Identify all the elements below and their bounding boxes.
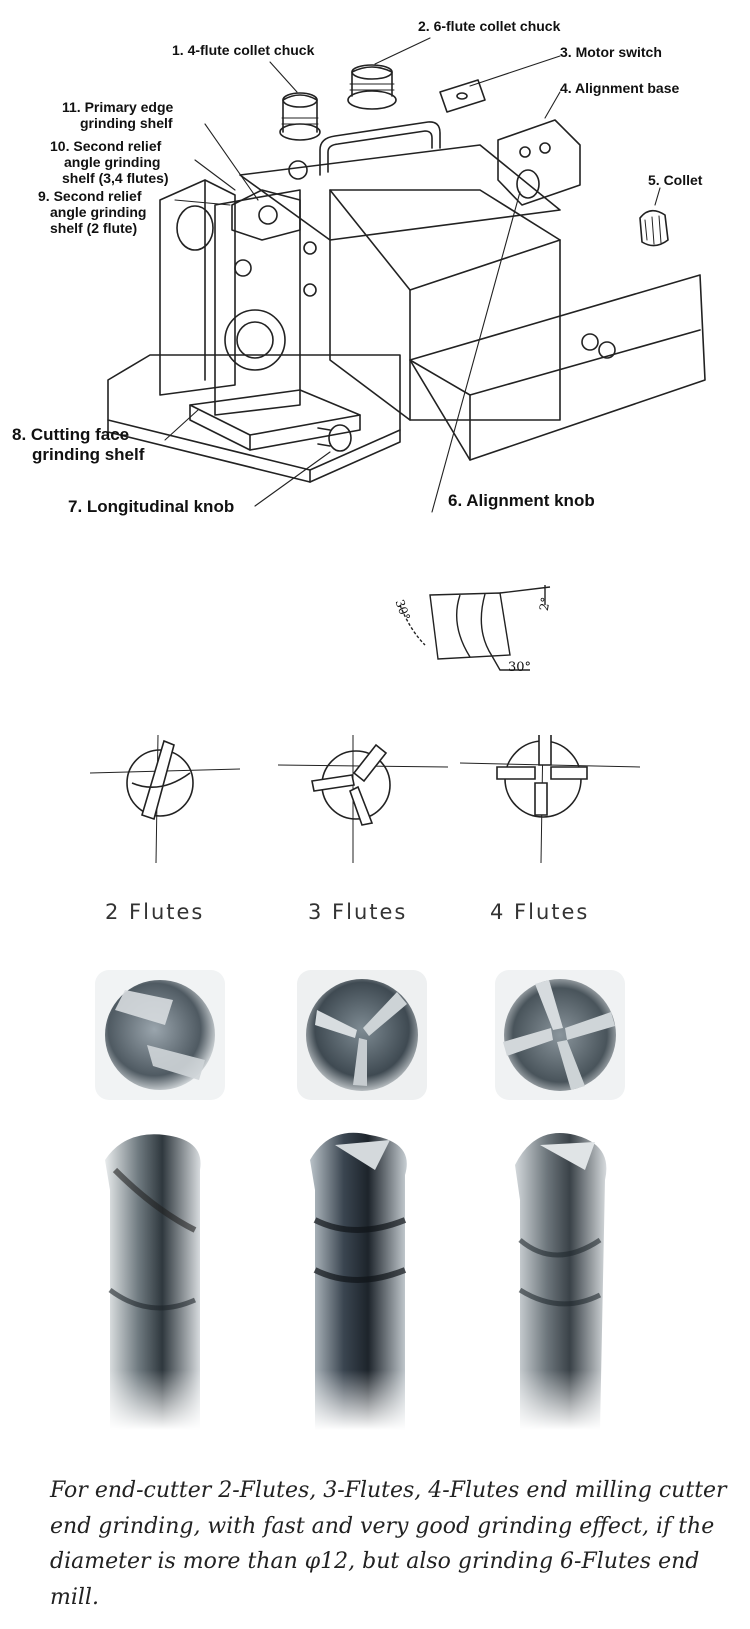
flute-label-3: 3 Flutes bbox=[308, 900, 408, 924]
description-caption: For end-cutter 2-Flutes, 3-Flutes, 4-Flutes end milling cutter end grinding, with fast and very good grinding effect, if the diameter is more than φ12, but also grinding 6-Flutes end mill. bbox=[50, 1478, 727, 1610]
flute-diagram-2 bbox=[70, 735, 260, 865]
side-view-photo-2-flute bbox=[95, 1130, 245, 1430]
machine-diagram bbox=[0, 0, 750, 560]
callout-primary-edge-line1: 11. Primary edge bbox=[62, 99, 174, 115]
flute-diagram-4 bbox=[455, 735, 645, 865]
end-mill-angle-diagram bbox=[380, 585, 590, 710]
callout-6-flute-collet-chuck: 2. 6-flute collet chuck bbox=[418, 18, 561, 34]
callout-second-relief-2flute-line2: angle grinding bbox=[50, 204, 147, 220]
callout-collet: 5. Collet bbox=[648, 172, 703, 188]
callout-alignment-knob: 6. Alignment knob bbox=[448, 491, 595, 510]
side-view-photo-3-flute bbox=[295, 1130, 445, 1430]
end-view-photo-2-flute bbox=[95, 970, 225, 1100]
callout-motor-switch: 3. Motor switch bbox=[560, 44, 662, 60]
flute-diagram-3 bbox=[268, 735, 458, 865]
angle-2: 2° bbox=[536, 596, 553, 612]
callout-longitudinal-knob: 7. Longitudinal knob bbox=[68, 497, 235, 516]
end-view-photo-3-flute bbox=[297, 970, 427, 1100]
flute-label-4: 4 Flutes bbox=[490, 900, 590, 924]
end-view-photo-4-flute bbox=[495, 970, 625, 1100]
callout-second-relief-2flute-line1: 9. Second relief bbox=[38, 188, 142, 204]
callout-cutting-face-line2: grinding shelf bbox=[32, 445, 145, 464]
callout-second-relief-34flutes-line1: 10. Second relief bbox=[50, 138, 162, 154]
callout-second-relief-34flutes-line2: angle grinding bbox=[64, 154, 161, 170]
callout-4-flute-collet-chuck: 1. 4-flute collet chuck bbox=[172, 42, 315, 58]
side-view-photo-4-flute bbox=[495, 1130, 645, 1430]
angle-30-bottom: 30° bbox=[508, 660, 532, 675]
flute-label-2: 2 Flutes bbox=[105, 900, 205, 924]
end-mill-side-view bbox=[380, 585, 590, 710]
angle-30-left: 30° bbox=[392, 597, 413, 623]
callout-alignment-base: 4. Alignment base bbox=[560, 80, 680, 96]
callout-second-relief-2flute-line3: shelf (2 flute) bbox=[50, 220, 138, 236]
callout-second-relief-34flutes-line3: shelf (3,4 flutes) bbox=[62, 170, 169, 186]
callout-primary-edge-line2: grinding shelf bbox=[80, 115, 173, 131]
callout-cutting-face-line1: 8. Cutting face bbox=[12, 425, 130, 444]
